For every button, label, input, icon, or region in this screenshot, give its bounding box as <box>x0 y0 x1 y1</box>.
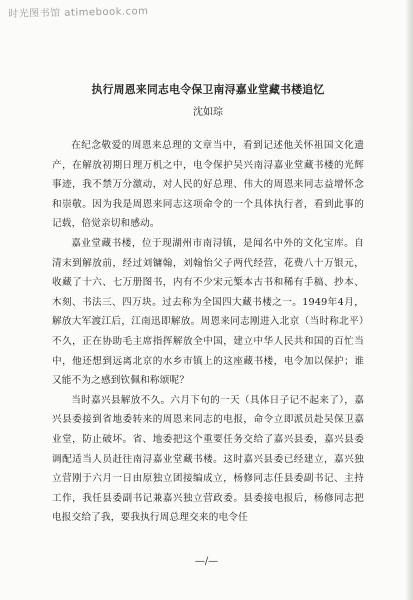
paragraph-2: 嘉业堂藏书楼，位于现湖州市南浔镇，是闻名中外的文化宝库。自清末到解放前，经过刘镛翰，刘翰怡父子两代经营，花费八十万银元，收藏了十六、七万册图书，内有不少宋元椠本古书和稀有手稿、抄本、木刻、书法三、四万块。过去称为全国四大藏书楼之一。1949年4月，解放大军渡江后，江南迅即解放。周恩来同志刚进入北京（当时称北平）不久，正在协助毛主席指挥解放全中国，建立中华人民共和国的百忙当中，他还想到远离北京的水乡市镇上的这座藏书楼，电令加以保护；谁又能不为之感到钦佩和称颂呢？ <box>52 237 364 387</box>
binding-edge <box>406 0 413 600</box>
watermark: 时光图书馆 atimebook.com <box>8 6 149 20</box>
document-author: 沈如琮 <box>193 107 223 118</box>
document-body <box>52 82 364 528</box>
document-title: 执行周恩来同志电令保卫南浔嘉业堂藏书楼追忆 <box>91 83 325 96</box>
paragraph-1: 在纪念敬爱的周恩来总理的文章当中，看到记述他关怀祖国文化遗产，在解放初期日理万机之中，电令保护吴兴南浔嘉业堂藏书楼的光辉事迹，我不禁万分激动，对人民的好总理、伟大的周恩来同志益增怀念和崇敬。因为我是周恩来同志这项命令的一个具体执行者，看到此事的记载，倍觉亲切和感动。 <box>52 140 364 230</box>
page-number: —/— <box>194 556 219 567</box>
paragraph-3: 当时嘉兴县解放不久。六月下旬的一天（具体日子记不起来了），嘉兴县委接到省地委转来的周恩来同志的电报，命令立即派员赴吴保卫嘉业堂，防止破坏。省、地委把这个重要任务交给了嘉兴县委，嘉兴县委调配适当人员赶往南浔嘉业堂藏书楼。这时嘉兴县委已经建立，嘉兴独立营刚于六月一日由原独立团接编成立，杨修同志任县委副书记、主持工作，我任县委副书记兼嘉兴独立营政委。县委接电报后，杨修同志把电报交给了我，要我执行周总理交来的电令任 <box>52 394 364 524</box>
